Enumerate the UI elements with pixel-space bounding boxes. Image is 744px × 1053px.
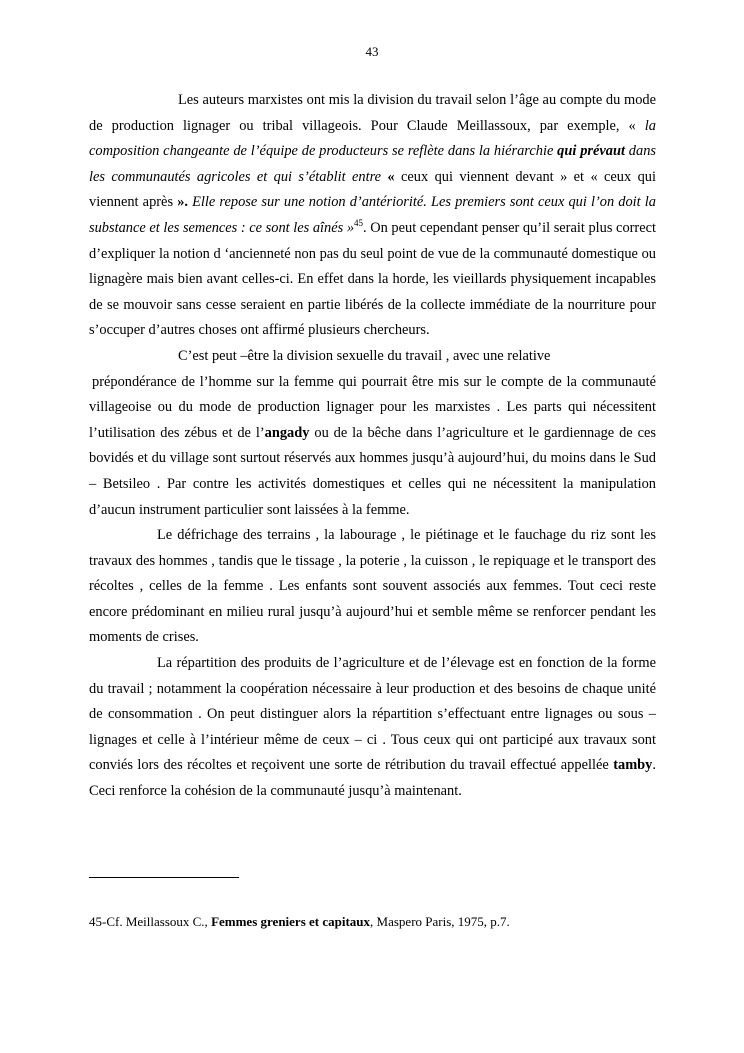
p1-quote-b: dans les communautés agricoles et qui s’établit entre [89, 143, 656, 185]
p1-emphasis: qui prévaut [557, 143, 625, 160]
p5-term-tamby: tamby [613, 757, 653, 774]
p1-text-c: . On peut cependant penser qu’il serait plus correct d’expliquer la notion d ‘ancienneté non pas du seul point de vue de la communauté domestique ou lignagère mais bien avant celles-ci. En effet dans la horde, les vieillards physiquement incapables de se mouvoir sans cesse seraient en partie libérés de la collecte immédiate de la nourriture pour s’occuper d’autres choses ont affirmé plusieurs chercheurs. [89, 219, 656, 339]
p1-guillemet-open: « [387, 168, 395, 185]
p3-text-b: ou de la bêche dans l’agriculture et le gardiennage de ces bovidés et du village sont surtout réservés aux hommes jusqu’à aujourd’hui, du moins dans le Sud – Betsileo . Par contre les activités domestiques et celles qui ne nécessitent la manipulation d’aucun instrument particulier sont laissées à la femme. [89, 424, 656, 518]
footnote-book-title: Femmes greniers et capitaux [211, 914, 371, 929]
p5-text-a: La répartition des produits de l’agriculture et de l’élevage est en fonction de la forme du travail ; notamment la coopération nécessaire à leur production et des besoins de chaque unité de consommation . On peut distinguer alors la répartition s’effectuant entre lignages ou sous – lignages et celle à l’intérieur même de ceux – ci . Tous ceux qui ont participé aux travaux sont conviés lors des récoltes et reçoivent une sorte de rétribution du travail effectué appellée [89, 655, 656, 774]
p1-quote-a: la composition changeante de l’équipe de producteurs se reflète dans la hiérarchie [89, 117, 656, 160]
paragraph-2: C’est peut –être la division sexuelle du travail , avec une relative [178, 347, 551, 364]
p1-quote-c: Elle repose sur une notion d’antériorité. Les premiers sont ceux qui l’on doit la substance et les semences : ce sont les aînés » [89, 194, 656, 236]
paragraph-4: Le défrichage des terrains , la labourage , le piétinage et le fauchage du riz sont les travaux des hommes , tandis que le tissage , la poterie , la cuisson , le repiquage et le transport des récoltes , celles de la femme . Les enfants sont souvent associés aux femmes. Tout ceci reste encore prédominant en milieu rural jusqu’à aujourd’hui et semble même se renforcer pendant les moments de crises. [89, 527, 656, 646]
p5-text-b: . Ceci renforce la cohésion de la communauté jusqu’à maintenant. [89, 757, 656, 800]
paragraph-1 [89, 88, 656, 344]
p1-text-b: ceux qui viennent devant » et « ceux qui viennent après [89, 168, 656, 211]
p3-term-angady: angady [264, 424, 310, 441]
paragraph-5 [89, 651, 656, 805]
footnote-45 [89, 913, 656, 931]
body-text [89, 88, 656, 805]
footnote-text-b: , Maspero Paris, 1975, p.7. [370, 914, 510, 929]
footnote-text-a: 45-Cf. Meillassoux C., [89, 914, 212, 929]
page-number: 43 [365, 44, 379, 59]
p3-text-a: prépondérance de l’homme sur la femme qui pourrait être mis sur le compte de la communauté villageoise ou du mode de production lignager pour les marxistes . Les parts qui nécessitent l’utilisation des zébus et de l’ [89, 373, 656, 441]
paragraph-3 [89, 370, 656, 524]
p1-guillemet-close: ». [177, 194, 188, 211]
footnote-ref-45: 45 [354, 218, 364, 229]
footnote-separator [89, 877, 239, 878]
p1-text-a: Les auteurs marxistes ont mis la division du travail selon l’âge au compte du mode de production lignager ou tribal villageois. Pour Claude Meillassoux, par exemple, « [89, 92, 656, 134]
